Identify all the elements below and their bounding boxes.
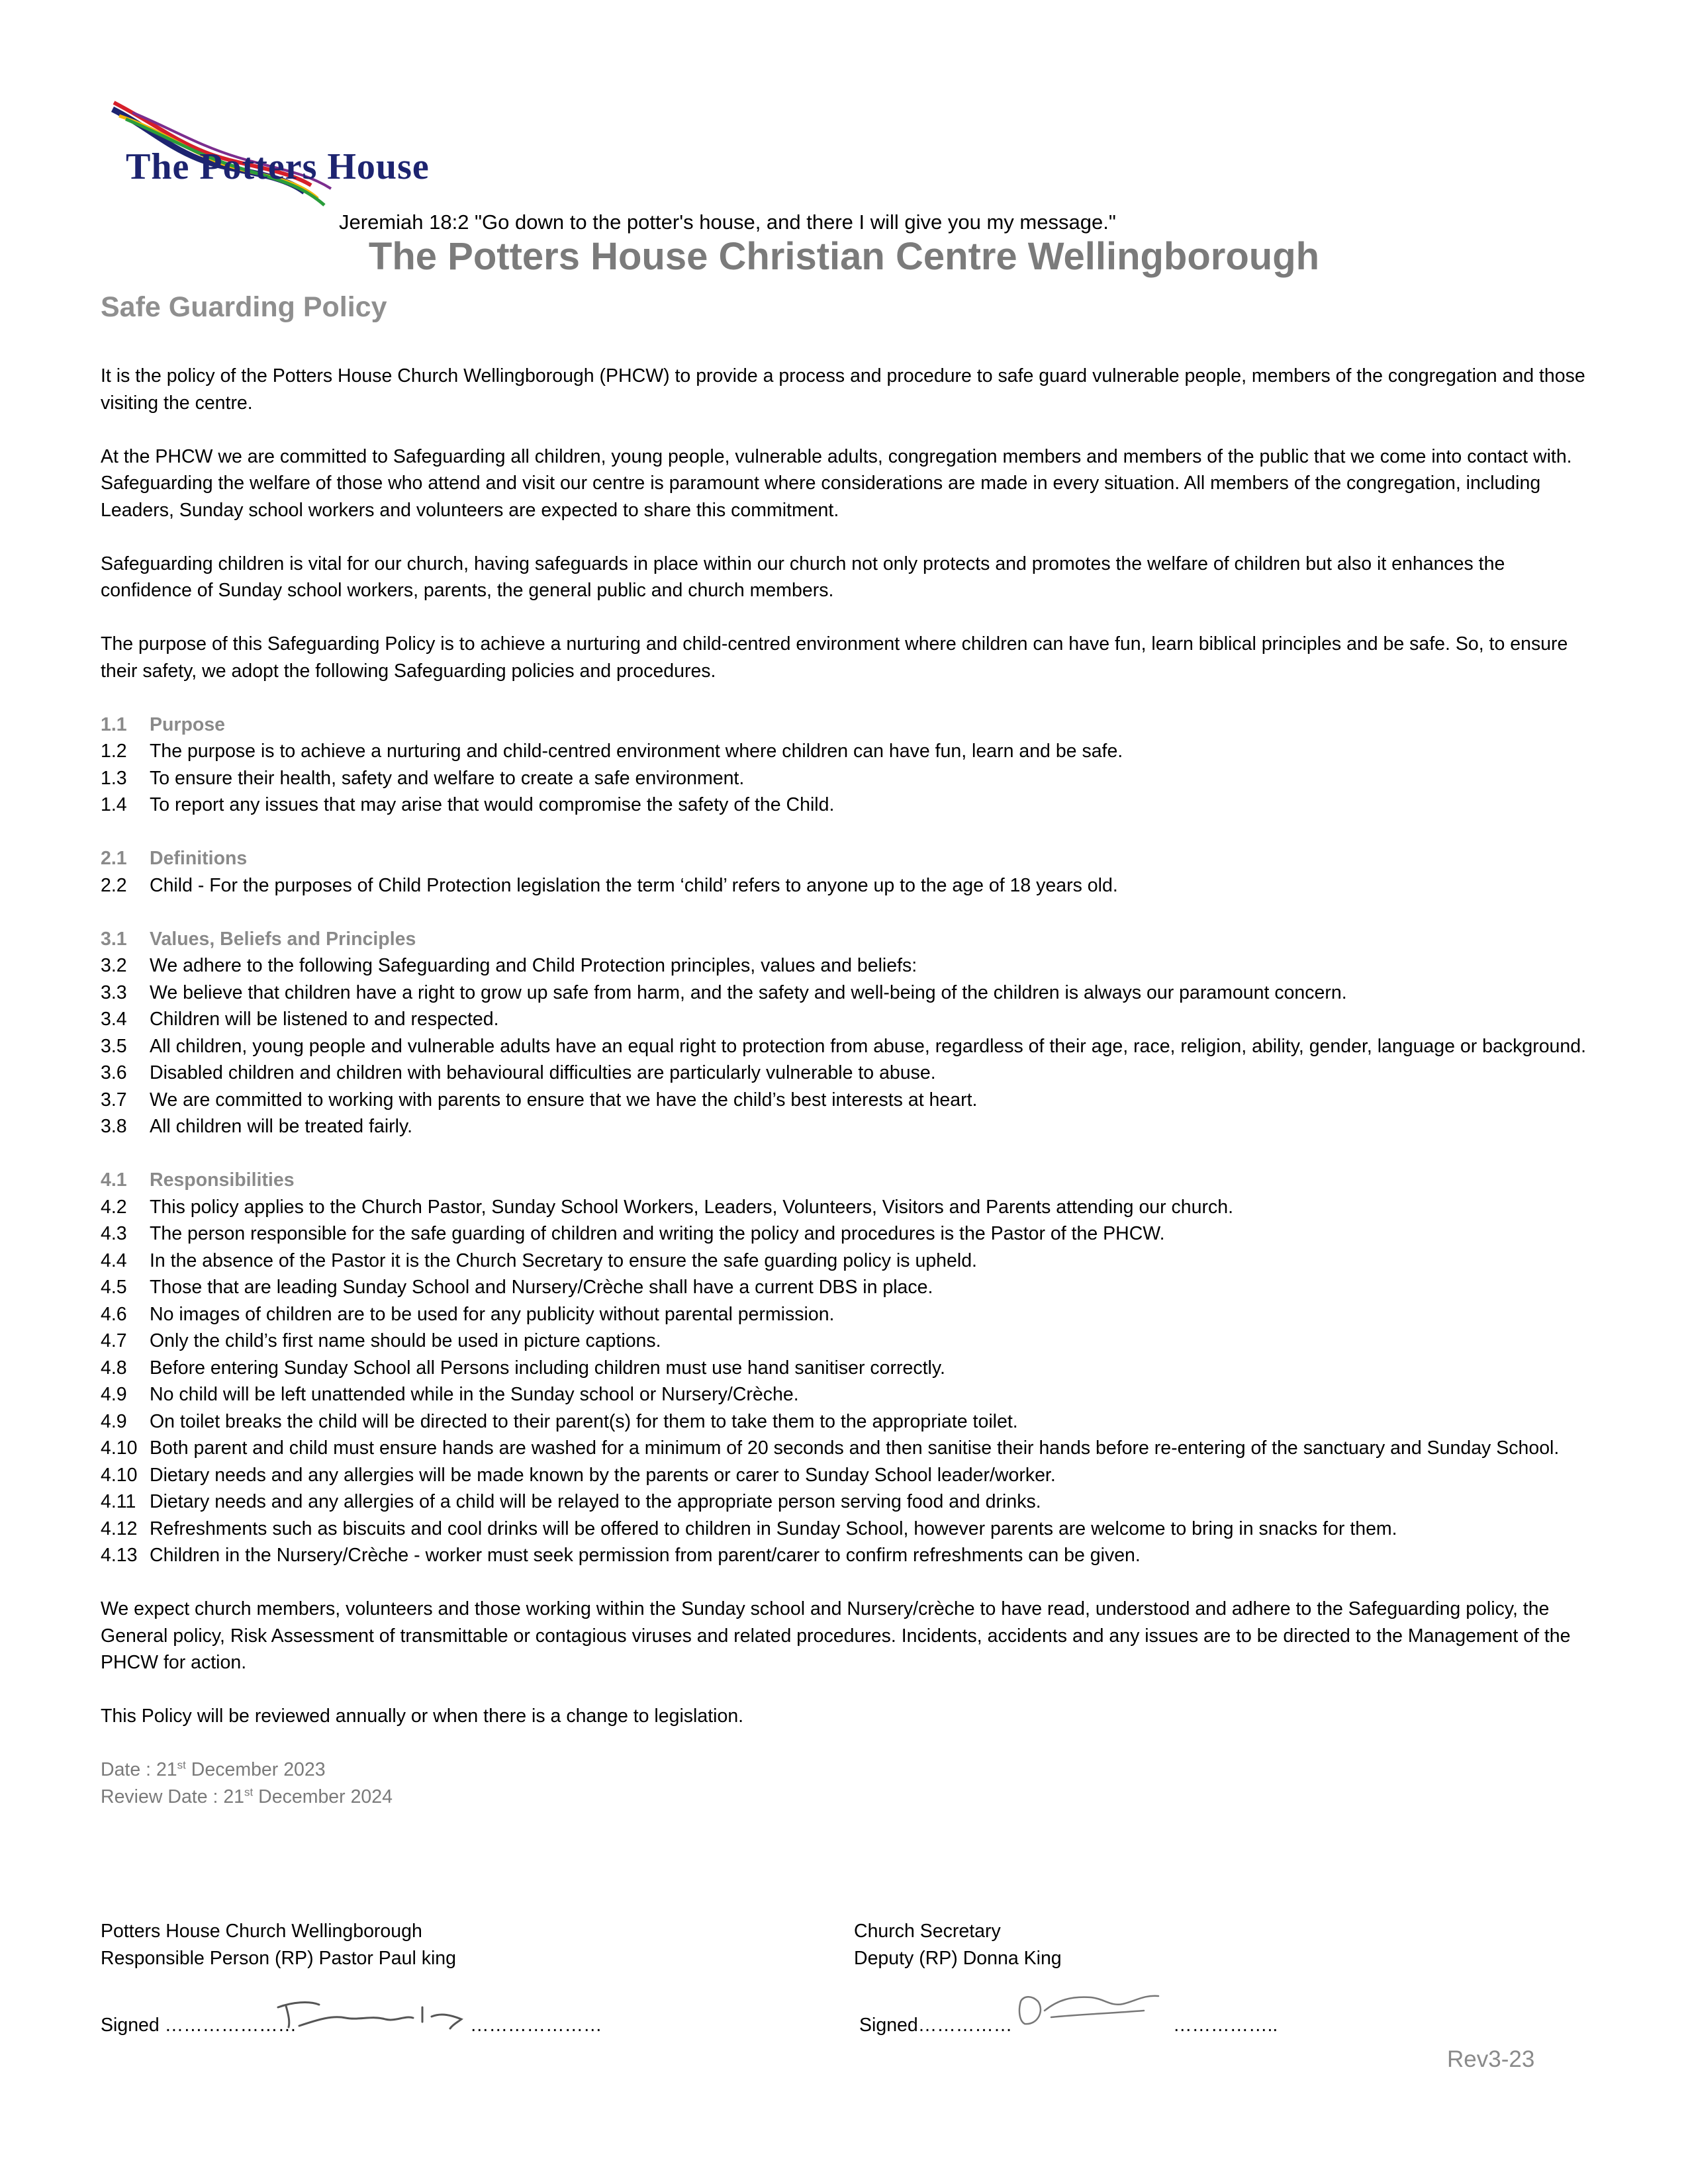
item-text: Those that are leading Sunday School and Nursery/Crèche shall have a current DBS in place.: [150, 1277, 933, 1298]
item-number: 4.10: [101, 1437, 138, 1459]
closing-paragraph: We expect church members, volunteers and those working within the Sunday school and Nursery/crèche to have read, understood and adhere to the Safeguarding policy, the General policy, Risk Assessment of transmittable or contagious viruses and related procedures. Incidents, accidents and any issues are to be directed to the Management of the PHCW for action.: [101, 1598, 1571, 1673]
item-text: All children will be treated fairly.: [150, 1116, 413, 1137]
section-values: [101, 926, 1597, 1140]
signatory-right: [854, 1918, 1062, 1972]
item-number: 3.7: [101, 1089, 127, 1111]
document-body: [101, 363, 1597, 1810]
review-date: Review Date : 21st December 2024: [101, 1786, 393, 1807]
list-item: [101, 952, 1597, 979]
list-item: [101, 1542, 1597, 1569]
list-item: [101, 1516, 1597, 1543]
section-number: 1.1: [101, 713, 127, 735]
item-text: To ensure their health, safety and welfare to create a safe environment.: [150, 767, 745, 789]
intro-paragraph: Safeguarding children is vital for our church, having safeguards in place within our church not only protects and promotes the welfare of children but also it enhances the confidence of Sunday school workers, parents, the general public and church members.: [101, 553, 1505, 601]
signed-label: Signed……………: [859, 2015, 1013, 2036]
scripture-verse: Jeremiah 18:2 "Go down to the potter's house, and there I will give you my message.": [339, 210, 1116, 234]
section-responsibilities: [101, 1167, 1597, 1569]
item-number: 1.4: [101, 794, 127, 815]
list-item: [101, 1060, 1597, 1087]
section-definitions: [101, 845, 1597, 899]
list-item: [101, 1381, 1597, 1408]
list-item: [101, 1355, 1597, 1382]
item-number: 4.10: [101, 1464, 138, 1486]
item-text: We are committed to working with parents to ensure that we have the child’s best interests at heart.: [150, 1089, 978, 1111]
item-number: 4.7: [101, 1330, 127, 1351]
item-text: We believe that children have a right to grow up safe from harm, and the safety and well-being of the children is always our paramount concern.: [150, 981, 1347, 1003]
item-text: Child - For the purposes of Child Protection legislation the term ‘child’ refers to anyone up to the age of 18 years old.: [150, 874, 1118, 896]
intro-paragraph: At the PHCW we are committed to Safeguarding all children, young people, vulnerable adults, congregation members and members of the public that we come into contact with. Safeguarding the welfare of those who attend and visit our centre is paramount where considerations are made in every situation. All members of the congregation, including Leaders, Sunday school workers and volunteers are expected to share this commitment.: [101, 445, 1572, 521]
item-text: Dietary needs and any allergies of a child will be relayed to the appropriate person serving food and drinks.: [150, 1491, 1041, 1512]
closing-paragraph: This Policy will be reviewed annually or when there is a change to legislation.: [101, 1706, 744, 1727]
item-text: The person responsible for the safe guarding of children and writing the policy and procedures is the Pastor of the PHCW.: [150, 1223, 1165, 1244]
item-number: 1.2: [101, 741, 127, 762]
list-item: [101, 1435, 1597, 1462]
section-number: 3.1: [101, 928, 127, 950]
section-number: 2.1: [101, 848, 127, 869]
list-item: [101, 1462, 1597, 1489]
item-number: 4.11: [101, 1491, 136, 1512]
section-heading: [101, 845, 1597, 872]
item-text: Refreshments such as biscuits and cool drinks will be offered to children in Sunday School, however parents are welcome to bring in snacks for them.: [150, 1518, 1397, 1539]
intro-paragraph: It is the policy of the Potters House Church Wellingborough (PHCW) to provide a process and procedure to safe guard vulnerable people, members of the congregation and those visiting the centre.: [101, 365, 1585, 414]
handwritten-signature-icon: [1011, 1984, 1164, 2030]
item-text: All children, young people and vulnerable adults have an equal right to protection from abuse, regardless of their age, race, religion, ability, gender, language or background.: [150, 1035, 1587, 1057]
item-text: Both parent and child must ensure hands are washed for a minimum of 20 seconds and then sanitise their hands before re-entering of the sanctuary and Sunday School.: [150, 1437, 1560, 1459]
item-number: 3.5: [101, 1035, 127, 1057]
item-number: 4.2: [101, 1196, 127, 1218]
item-text: Children will be listened to and respected.: [150, 1009, 499, 1030]
item-text: On toilet breaks the child will be directed to their parent(s) for them to take them to the appropriate toilet.: [150, 1410, 1018, 1432]
item-text: To report any issues that may arise that would compromise the safety of the Child.: [150, 794, 835, 815]
list-item: [101, 792, 1597, 819]
item-text: Children in the Nursery/Crèche - worker must seek permission from parent/carer to confirm refreshments can be given.: [150, 1545, 1141, 1566]
item-text: No child will be left unattended while in the Sunday school or Nursery/Crèche.: [150, 1384, 799, 1405]
signatory-left: [101, 1918, 456, 1972]
signatory-role: Deputy (RP) Donna King: [854, 1948, 1062, 1969]
section-title: Purpose: [150, 713, 226, 735]
section-number: 4.1: [101, 1169, 127, 1191]
revision-label: Rev3-23: [1447, 2046, 1535, 2072]
item-text: This policy applies to the Church Pastor, Sunday School Workers, Leaders, Volunteers, Visitors and Parents attending our church.: [150, 1196, 1234, 1218]
item-text: We adhere to the following Safeguarding and Child Protection principles, values and beliefs:: [150, 955, 917, 976]
item-number: 4.3: [101, 1223, 127, 1244]
signatory-organisation: Potters House Church Wellingborough: [101, 1921, 422, 1942]
signature-dots: ……………..: [1173, 2015, 1278, 2036]
item-text: Disabled children and children with behavioural difficulties are particularly vulnerable to abuse.: [150, 1062, 936, 1083]
section-heading: [101, 711, 1597, 739]
item-number: 3.3: [101, 981, 127, 1003]
signed-label: Signed …………………: [101, 2015, 297, 2036]
list-item: [101, 1220, 1597, 1248]
item-text: Dietary needs and any allergies will be made known by the parents or carer to Sunday School leader/worker.: [150, 1464, 1056, 1486]
item-number: 4.12: [101, 1518, 138, 1539]
list-item: [101, 979, 1597, 1007]
list-item: [101, 1328, 1597, 1355]
policy-title: Safe Guarding Policy: [101, 291, 387, 323]
page-title: The Potters House Christian Centre Wellingborough: [368, 235, 1320, 278]
item-number: 4.9: [101, 1384, 127, 1405]
item-number: 2.2: [101, 874, 127, 896]
list-item: [101, 872, 1597, 899]
item-number: 4.9: [101, 1410, 127, 1432]
item-number: 3.2: [101, 955, 127, 976]
item-number: 4.6: [101, 1303, 127, 1325]
list-item: [101, 1087, 1597, 1114]
signature-dots: …………………: [470, 2015, 602, 2036]
item-number: 3.8: [101, 1116, 127, 1137]
section-heading: [101, 1167, 1597, 1194]
item-number: 4.5: [101, 1277, 127, 1298]
handwritten-signature-icon: [273, 1995, 465, 2035]
policy-date: Date : 21st December 2023: [101, 1758, 326, 1780]
list-item: [101, 1194, 1597, 1221]
item-number: 4.8: [101, 1357, 127, 1379]
item-text: Before entering Sunday School all Persons including children must use hand sanitiser correctly.: [150, 1357, 945, 1379]
list-item: [101, 1408, 1597, 1435]
signatory-organisation: Church Secretary: [854, 1921, 1001, 1942]
item-text: In the absence of the Pastor it is the Church Secretary to ensure the safe guarding policy is upheld.: [150, 1250, 977, 1271]
section-purpose: [101, 711, 1597, 819]
section-heading: [101, 926, 1597, 953]
item-number: 4.13: [101, 1545, 138, 1566]
item-text: No images of children are to be used for any publicity without parental permission.: [150, 1303, 835, 1325]
intro-paragraph: The purpose of this Safeguarding Policy is to achieve a nurturing and child-centred environment where children can have fun, learn biblical principles and be safe. So, to ensure their safety, we adopt the following Safeguarding policies and procedures.: [101, 633, 1568, 682]
list-item: [101, 1006, 1597, 1033]
item-text: The purpose is to achieve a nurturing and child-centred environment where children can have fun, learn and be safe.: [150, 741, 1123, 762]
church-logo: [106, 99, 536, 212]
list-item: [101, 1488, 1597, 1516]
item-number: 4.4: [101, 1250, 127, 1271]
list-item: [101, 738, 1597, 765]
item-number: 1.3: [101, 767, 127, 789]
item-text: Only the child’s first name should be used in picture captions.: [150, 1330, 661, 1351]
list-item: [101, 1274, 1597, 1301]
list-item: [101, 1248, 1597, 1275]
section-title: Values, Beliefs and Principles: [150, 928, 416, 950]
item-number: 3.4: [101, 1009, 127, 1030]
item-number: 3.6: [101, 1062, 127, 1083]
list-item: [101, 1033, 1597, 1060]
signatory-role: Responsible Person (RP) Pastor Paul king: [101, 1948, 457, 1969]
logo-text: The Potters House: [126, 146, 430, 187]
list-item: [101, 1301, 1597, 1328]
list-item: [101, 765, 1597, 792]
list-item: [101, 1113, 1597, 1140]
section-title: Responsibilities: [150, 1169, 295, 1191]
section-title: Definitions: [150, 848, 248, 869]
